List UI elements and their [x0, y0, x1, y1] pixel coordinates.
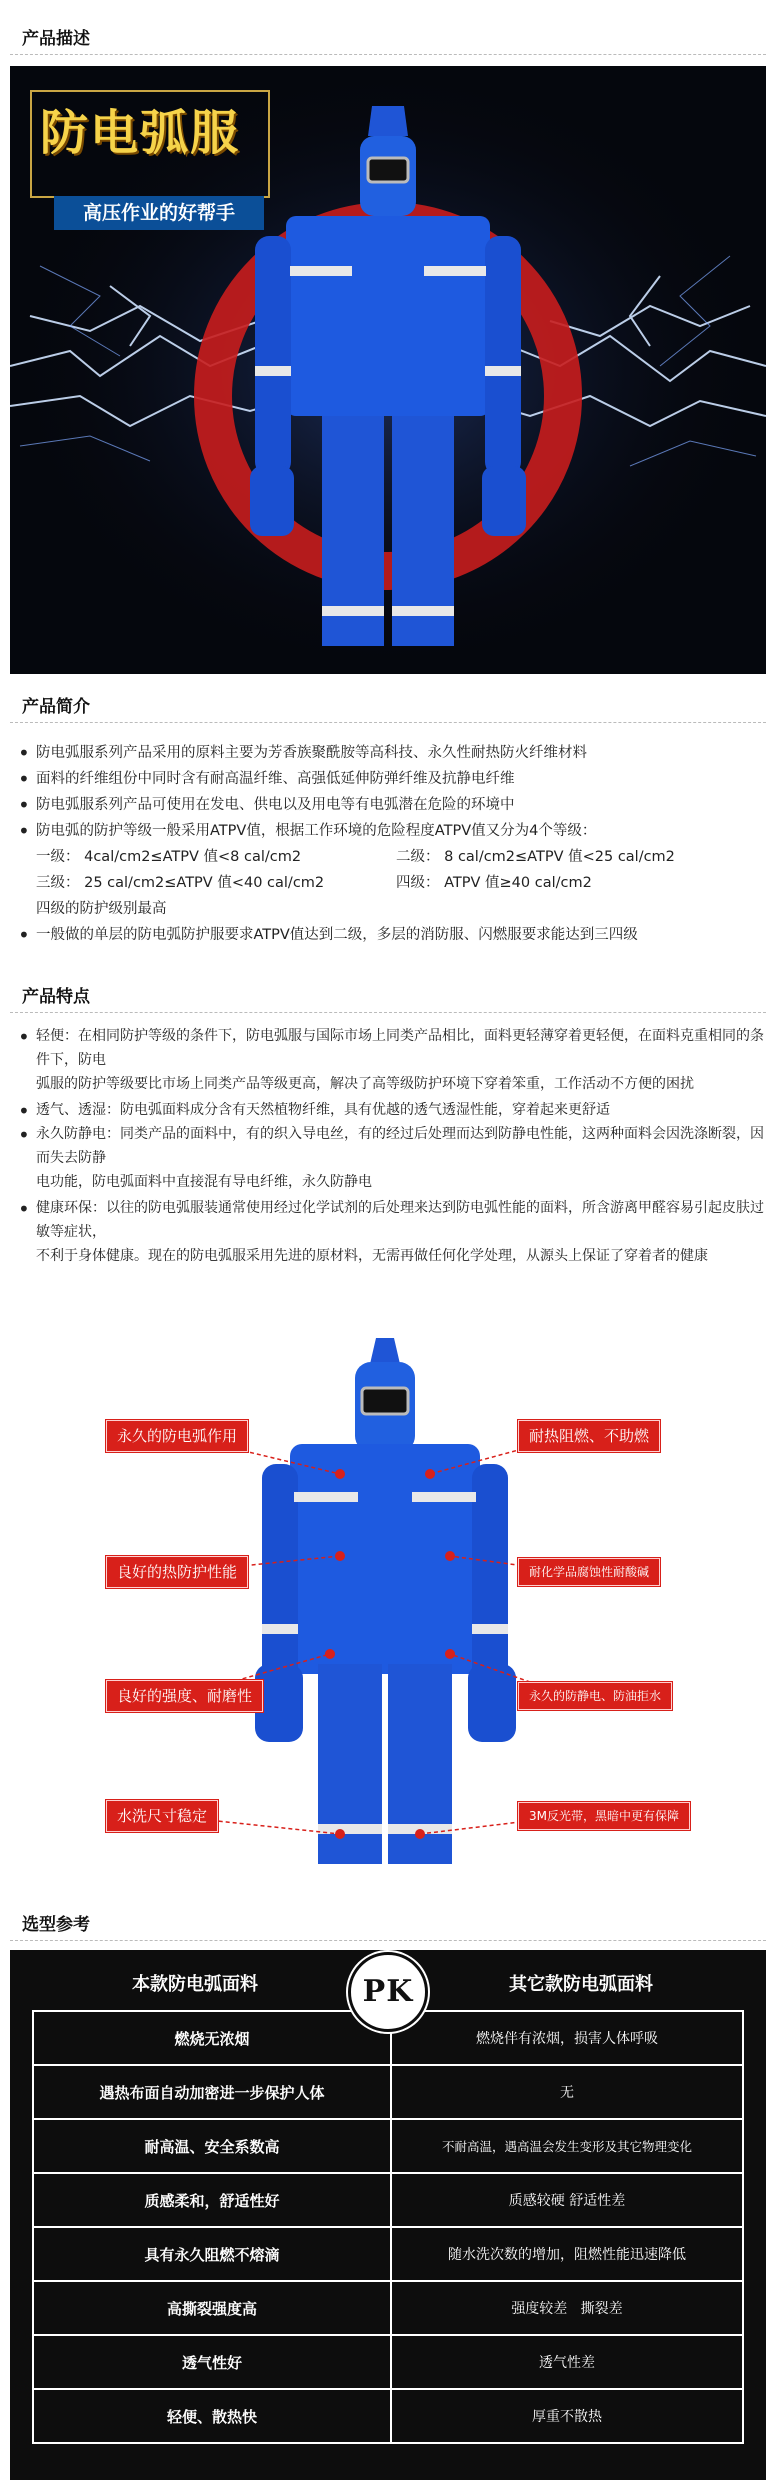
feature-tag-chemical-resistant: 耐化学品腐蚀性耐酸碱 — [518, 1558, 660, 1586]
table-cell-others: 随水洗次数的增加，阻燃性能迅速降低 — [391, 2227, 743, 2281]
list-item: • 防电弧的防护等级一般采用ATPV值，根据工作环境的危险程度ATPV值又分为4个等级： — [14, 818, 766, 844]
grade-4: 四级： ATPV 值≥40 cal/cm2 — [396, 875, 592, 891]
table-row — [33, 2227, 743, 2281]
table-cell-others: 无 — [391, 2065, 743, 2119]
feature-tag-strength: 良好的强度、耐磨性 — [106, 1680, 263, 1712]
table-cell-ours: 具有永久阻燃不熔滴 — [33, 2227, 391, 2281]
table-cell-others: 透气性差 — [391, 2335, 743, 2389]
table-cell-others: 不耐高温，遇高温会发生变形及其它物理变化 — [391, 2119, 743, 2173]
grade-2: 二级： 8 cal/cm2≤ATPV 值<25 cal/cm2 — [396, 849, 675, 865]
hero-subtitle: 高压作业的好帮手 — [54, 196, 264, 230]
feature-tag-arc-protection: 永久的防电弧作用 — [106, 1420, 248, 1452]
table-cell-ours: 轻便、散热快 — [33, 2389, 391, 2443]
table-cell-ours: 质感柔和，舒适性好 — [33, 2173, 391, 2227]
table-row — [33, 2119, 743, 2173]
list-item: • 防电弧服系列产品采用的原料主要为芳香族聚酰胺等高科技、永久性耐热防火纤维材料 — [14, 740, 766, 766]
list-item: • 防电弧服系列产品可使用在发电、供电以及用电等有电弧潜在危险的环境中 — [14, 792, 766, 818]
feature-tag-thermal-protection: 良好的热防护性能 — [106, 1556, 248, 1588]
table-row — [33, 2173, 743, 2227]
arc-flash-suit-figure — [255, 1338, 516, 1864]
feature-tag-reflective: 3M反光带，黑暗中更有保障 — [518, 1802, 690, 1830]
hero-title: 防电弧服 — [40, 105, 241, 161]
section-header-features — [10, 968, 766, 1013]
grade-note: 四级的防护级别最高 — [36, 901, 167, 917]
table-cell-ours: 高撕裂强度高 — [33, 2281, 391, 2335]
section-header-selection — [10, 1896, 766, 1941]
feature-tag-antistatic: 永久的防静电、防油拒水 — [518, 1682, 672, 1710]
comparison-left-header: 本款防电弧面料 — [132, 1974, 258, 1995]
grade-1: 一级： 4cal/cm2≤ATPV 值<8 cal/cm2 — [36, 849, 302, 865]
hero-banner — [10, 66, 766, 674]
comparison-panel — [10, 1950, 766, 2480]
pk-badge: PK — [348, 1952, 428, 2032]
comparison-table — [32, 2010, 744, 2444]
table-row — [33, 2281, 743, 2335]
table-cell-others: 厚重不散热 — [391, 2389, 743, 2443]
product-feature-diagram — [10, 1324, 766, 1884]
list-item: • 面料的纤维组份中同时含有耐高温纤维、高强低延伸防弹纤维及抗静电纤维 — [14, 766, 766, 792]
section-title: 产品简介 — [22, 697, 90, 717]
list-item: • 透气、透湿：防电弧面料成分含有天然植物纤维，具有优越的透气透湿性能，穿着起来更舒适 — [14, 1098, 766, 1122]
feature-tag-wash-stable: 水洗尺寸稳定 — [106, 1800, 218, 1832]
section-header-description — [10, 10, 766, 55]
list-item-continuation: 电功能，防电弧面料中直接混有导电纤维，永久防静电 — [36, 1174, 372, 1190]
table-cell-others: 燃烧伴有浓烟，损害人体呼吸 — [391, 2011, 743, 2065]
section-title: 产品特点 — [22, 987, 90, 1007]
table-row — [33, 2065, 743, 2119]
grade-row — [14, 870, 766, 896]
table-row — [33, 2389, 743, 2443]
table-cell-ours: 透气性好 — [33, 2335, 391, 2389]
list-item: • 永久防静电：同类产品的面料中，有的织入导电丝，有的经过后处理而达到防静电性能，这两种面料会因洗涤断裂，因而失去防静 — [14, 1122, 766, 1170]
table-cell-ours: 遇热布面自动加密进一步保护人体 — [33, 2065, 391, 2119]
table-row — [33, 2335, 743, 2389]
list-item: • 轻便：在相同防护等级的条件下，防电弧服与国际市场上同类产品相比，面料更轻薄穿着更轻便，在面料克重相同的条件下，防电 — [14, 1024, 766, 1072]
list-item-continuation: 弧服的防护等级要比市场上同类产品等级更高，解决了高等级防护环境下穿着笨重，工作活动不方便的困扰 — [36, 1076, 694, 1092]
comparison-right-header: 其它款防电弧面料 — [509, 1974, 653, 1995]
table-cell-others: 强度较差 撕裂差 — [391, 2281, 743, 2335]
table-cell-ours: 燃烧无浓烟 — [33, 2011, 391, 2065]
section-header-intro — [10, 678, 766, 723]
section-title: 选型参考 — [22, 1915, 90, 1935]
table-cell-ours: 耐高温、安全系数高 — [33, 2119, 391, 2173]
table-cell-others: 质感较硬 舒适性差 — [391, 2173, 743, 2227]
intro-list — [14, 740, 766, 948]
list-item: • 一般做的单层的防电弧防护服要求ATPV值达到二级，多层的消防服、闪燃服要求能达到三四级 — [14, 922, 766, 948]
grade-row — [14, 844, 766, 870]
features-list — [14, 1024, 766, 1270]
feature-tag-flame-retardant: 耐热阻燃、不助燃 — [518, 1420, 660, 1452]
section-title: 产品描述 — [22, 29, 90, 49]
list-item-continuation: 不利于身体健康。现在的防电弧服采用先进的原材料，无需再做任何化学处理，从源头上保证了穿着者的健康 — [36, 1248, 708, 1264]
list-item: • 健康环保：以往的防电弧服装通常使用经过化学试剂的后处理来达到防电弧性能的面料，所含游离甲醛容易引起皮肤过敏等症状， — [14, 1196, 766, 1244]
grade-3: 三级： 25 cal/cm2≤ATPV 值<40 cal/cm2 — [36, 875, 325, 891]
